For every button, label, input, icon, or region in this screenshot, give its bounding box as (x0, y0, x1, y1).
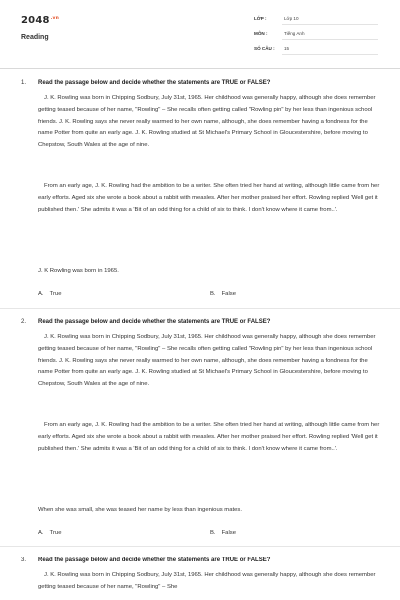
meta-subject-value: Tiếng Anh (284, 31, 305, 36)
meta-count-row (254, 46, 378, 60)
option-b-text: False (221, 530, 236, 536)
option-b-letter: B. (210, 291, 216, 297)
question-number: 1. (21, 80, 27, 86)
question-prompt: Read the passage below and decide whether the statements are TRUE or FALSE? (38, 557, 271, 563)
logo-text: 2048 (21, 15, 50, 26)
option-b[interactable] (210, 291, 236, 297)
question-statement: When she was small, she was teased her name by less than ingenious mates. (38, 507, 242, 513)
option-a-letter: A. (38, 530, 44, 536)
question-prompt: Read the passage below and decide whether the statements are TRUE or FALSE? (38, 319, 271, 325)
meta-subject-label: MÔN : (254, 31, 268, 36)
question-number: 2. (21, 319, 27, 325)
option-a-text: True (49, 291, 62, 297)
question-3 (0, 557, 400, 600)
passage-paragraph-1: J. K. Rowling was born in Chipping Sodbury, July 31st, 1965. Her childhood was generally happy, although she does remember getting teased because of her name, "Rowling" – She recalls often getting called "Rowling pin" by her less than ingenious school friends. J. K. Rowling says she never really warmed to her own name, although, she does remember having a fondness for the name Potter from quite an early age. J. K. Rowling studied at St Michael's Primary School in Gloucestershire, before moving to Chepstow, South Wales at the age of nine. (38, 334, 376, 388)
passage-paragraph-1: J. K. Rowling was born in Chipping Sodbury, July 31st, 1965. Her childhood was generally happy, although she does remember getting teased because of her name, "Rowling" – She (38, 572, 376, 590)
document-title: Reading (21, 34, 49, 41)
option-b[interactable] (210, 530, 236, 536)
meta-count-label: SỐ CÂU : (254, 46, 275, 51)
meta-class-rule (282, 24, 378, 25)
question-prompt: Read the passage below and decide whether the statements are TRUE or FALSE? (38, 80, 271, 86)
meta-class-row (254, 16, 378, 30)
option-a-text: True (49, 530, 62, 536)
question-number: 3. (21, 557, 27, 563)
meta-class-value: Lớp 10 (284, 16, 299, 21)
meta-count-rule (282, 54, 378, 55)
option-a-letter: A. (38, 291, 44, 297)
question-separator (0, 308, 400, 309)
meta-subject-row (254, 31, 378, 45)
option-a[interactable] (38, 530, 61, 536)
option-a[interactable] (38, 291, 61, 297)
option-b-text: False (221, 291, 236, 297)
passage-paragraph-2: From an early age, J. K. Rowling had the ambition to be a writer. She often tried her hand at writing, although little came from her early efforts. Aged six she wrote a book about a rabbit with measles. After her mother praised her effort. Rowling replied 'Well get it published then.' She admits it was a 'Bit of an odd thing for a child of six to think. I don't know where it came from..'. (38, 183, 380, 213)
passage-paragraph-2: From an early age, J. K. Rowling had the ambition to be a writer. She often tried her hand at writing, although little came from her early efforts. Aged six she wrote a book about a rabbit with measles. After her mother praised her effort. Rowling replied 'Well get it published then.' She admits it was a 'Bit of an odd thing for a child of six to think. I don't know where it came from..'. (38, 422, 380, 452)
site-logo[interactable] (21, 15, 59, 26)
question-separator (0, 546, 400, 547)
header-divider (0, 68, 400, 69)
meta-class-label: LỚP : (254, 16, 267, 21)
meta-subject-rule (282, 39, 378, 40)
option-b-letter: B. (210, 530, 216, 536)
logo-suffix: .vn (50, 16, 60, 21)
meta-count-value: 15 (284, 46, 290, 51)
page-header (0, 0, 400, 68)
passage-paragraph-1: J. K. Rowling was born in Chipping Sodbury, July 31st, 1965. Her childhood was generally happy, although she does remember getting teased because of her name, "Rowling" – She recalls often getting called "Rowling pin" by her less than ingenious school friends. J. K. Rowling says she never really warmed to her own name, although, she does remember having a fondness for the name Potter from quite an early age. J. K. Rowling studied at St Michael's Primary School in Gloucestershire, before moving to Chepstow, South Wales at the age of nine. (38, 95, 376, 149)
question-statement: J. K Rowling was born in 1965. (38, 268, 119, 274)
